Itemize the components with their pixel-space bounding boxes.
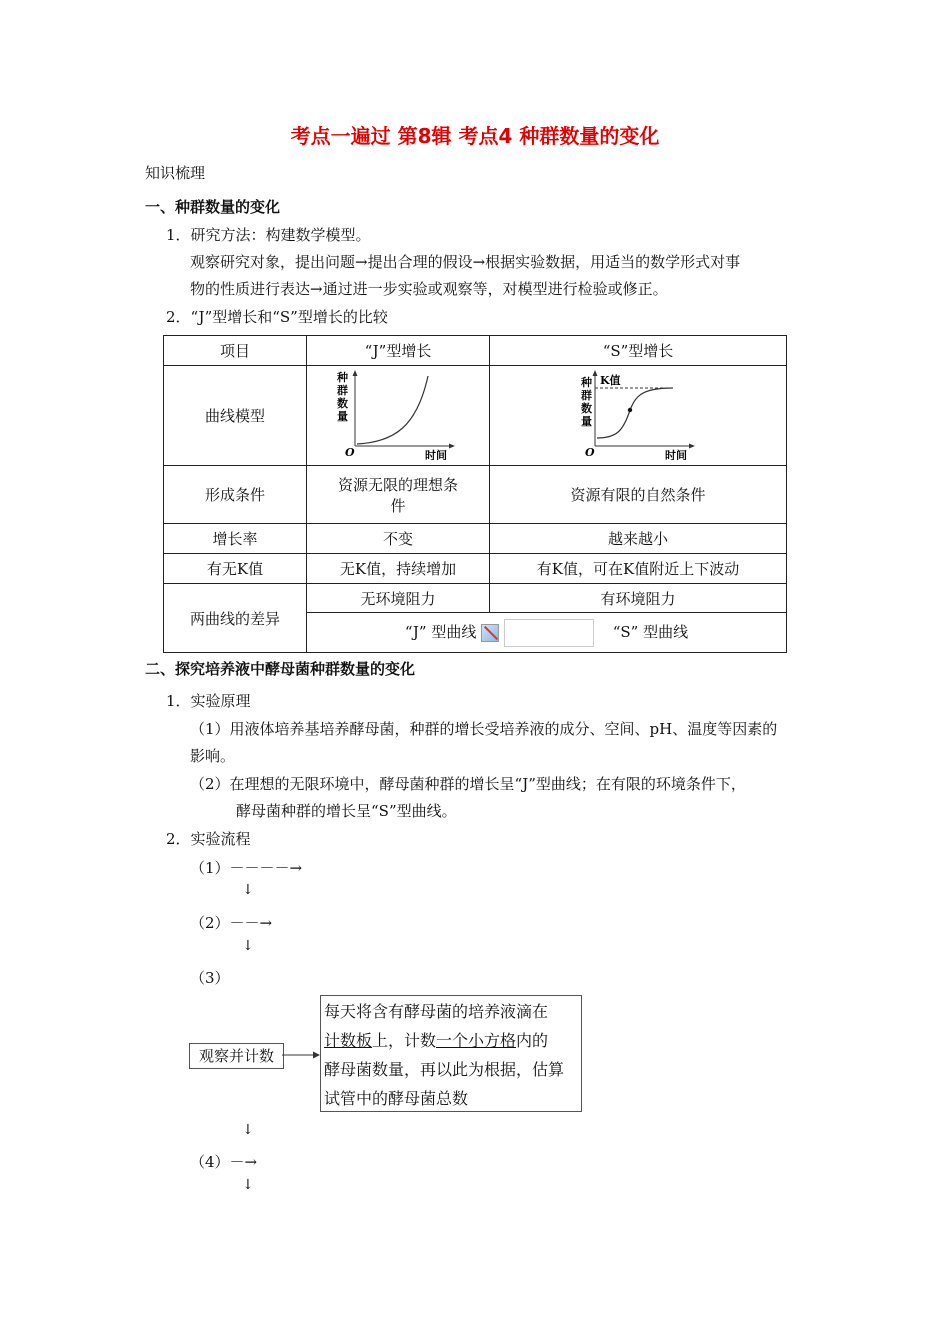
table-row-label: 两曲线的差异 (164, 584, 307, 653)
table-cell-text: 资源无限的理想条 (337, 475, 458, 494)
y-axis-label-char: 群 (337, 383, 348, 397)
count-method-box (320, 995, 582, 1112)
table-cell-text: 件 (390, 496, 406, 515)
flow-step-4: （4）－→ (190, 1153, 258, 1171)
flow-step-1: （1）－－－－→ (190, 859, 303, 877)
table-row-label: 曲线模型 (164, 366, 307, 466)
table-cell: 无K值，持续增加 (307, 554, 490, 584)
paragraph: 观察研究对象，提出问题→提出合理的假设→根据实验数据，用适当的数学形式对事 (190, 253, 741, 271)
down-arrow-icon: ↓ (242, 1122, 254, 1138)
j-curve-label: “J” 型曲线 (404, 622, 477, 641)
underlined-term: 计数板 (324, 1031, 373, 1050)
section-heading-1: 一、种群数量的变化 (145, 198, 281, 216)
table-row-label: 增长率 (164, 524, 307, 554)
broken-image-icon (481, 624, 499, 642)
curve-compare-cell (307, 613, 787, 653)
paragraph: 1．研究方法：构建数学模型。 (166, 226, 371, 244)
table-row-label: 形成条件 (164, 466, 307, 524)
table-header-cell: “S”型增长 (490, 336, 787, 366)
box-text: 上，计数 (372, 1031, 437, 1050)
s-curve-cell (490, 366, 787, 466)
origin-label: O (345, 445, 355, 459)
table-cell: 越来越小 (490, 524, 787, 554)
table-header-cell: 项目 (164, 336, 307, 366)
paragraph: 影响。 (190, 747, 236, 765)
s-curve-diagram (573, 368, 703, 460)
paragraph: 酵母菌种群的增长呈“S”型曲线。 (236, 802, 457, 820)
flow-step-3: （3） (190, 969, 230, 987)
box-text: 内的 (516, 1031, 549, 1050)
box-text-line: 试管中的酵母菌总数 (324, 1089, 469, 1108)
paragraph: 物的性质进行表达→通过进一步实验或观察等，对模型进行检验或修正。 (190, 280, 668, 298)
paragraph: 2．“J”型增长和“S”型增长的比较 (166, 308, 388, 326)
y-axis-label-char: 量 (581, 414, 592, 428)
j-curve-diagram (333, 368, 463, 460)
flow-step-2: （2）－－→ (190, 914, 273, 932)
down-arrow-icon: ↓ (242, 938, 254, 954)
image-placeholder (504, 619, 594, 647)
section-heading-2: 二、探究培养液中酵母菌种群数量的变化 (145, 660, 416, 678)
table-cell: 有K值，可在K值附近上下波动 (490, 554, 787, 584)
box-text-line: 酵母菌数量，再以此为根据，估算 (324, 1060, 565, 1079)
arrow-right-icon (282, 1047, 322, 1063)
x-axis-label: 时间 (665, 448, 687, 460)
y-axis-label-char: 种 (581, 375, 592, 389)
down-arrow-icon: ↓ (242, 1177, 254, 1193)
paragraph: 1．实验原理 (166, 692, 251, 710)
y-axis-label-char: 量 (337, 409, 348, 423)
table-cell: 有环境阻力 (490, 584, 787, 613)
table-cell (307, 466, 490, 524)
k-value-label: K值 (600, 373, 621, 387)
box-text-line (324, 1026, 581, 1055)
table-cell: 资源有限的自然条件 (490, 466, 787, 524)
table-cell: 不变 (307, 524, 490, 554)
table-header-cell: “J”型增长 (307, 336, 490, 366)
down-arrow-icon: ↓ (242, 882, 254, 898)
underlined-term: 一个小方格 (436, 1031, 517, 1050)
x-axis-label: 时间 (425, 448, 447, 460)
origin-label: O (585, 445, 595, 459)
page-title: 考点一遍过 第8辑 考点4 种群数量的变化 (290, 124, 660, 148)
table-row-label: 有无K值 (164, 554, 307, 584)
y-axis-label-char: 种 (337, 370, 348, 384)
y-axis-label-char: 数 (337, 396, 348, 410)
s-curve-label: “S” 型曲线 (612, 622, 689, 641)
comparison-table (163, 335, 787, 653)
box-text-line: 每天将含有酵母菌的培养液滴在 (324, 1002, 549, 1021)
section-label: 知识梳理 (145, 164, 206, 182)
observe-count-box: 观察并计数 (189, 1043, 284, 1069)
paragraph: （1）用液体培养基培养酵母菌，种群的增长受培养液的成分、空间、pH、温度等因素的 (190, 720, 778, 738)
y-axis-label-char: 群 (581, 388, 592, 402)
table-cell: 无环境阻力 (307, 584, 490, 613)
j-curve-cell (307, 366, 490, 466)
paragraph: 2．实验流程 (166, 830, 251, 848)
paragraph: （2）在理想的无限环境中，酵母菌种群的增长呈“J”型曲线；在有限的环境条件下， (190, 775, 746, 793)
y-axis-label-char: 数 (581, 401, 592, 415)
